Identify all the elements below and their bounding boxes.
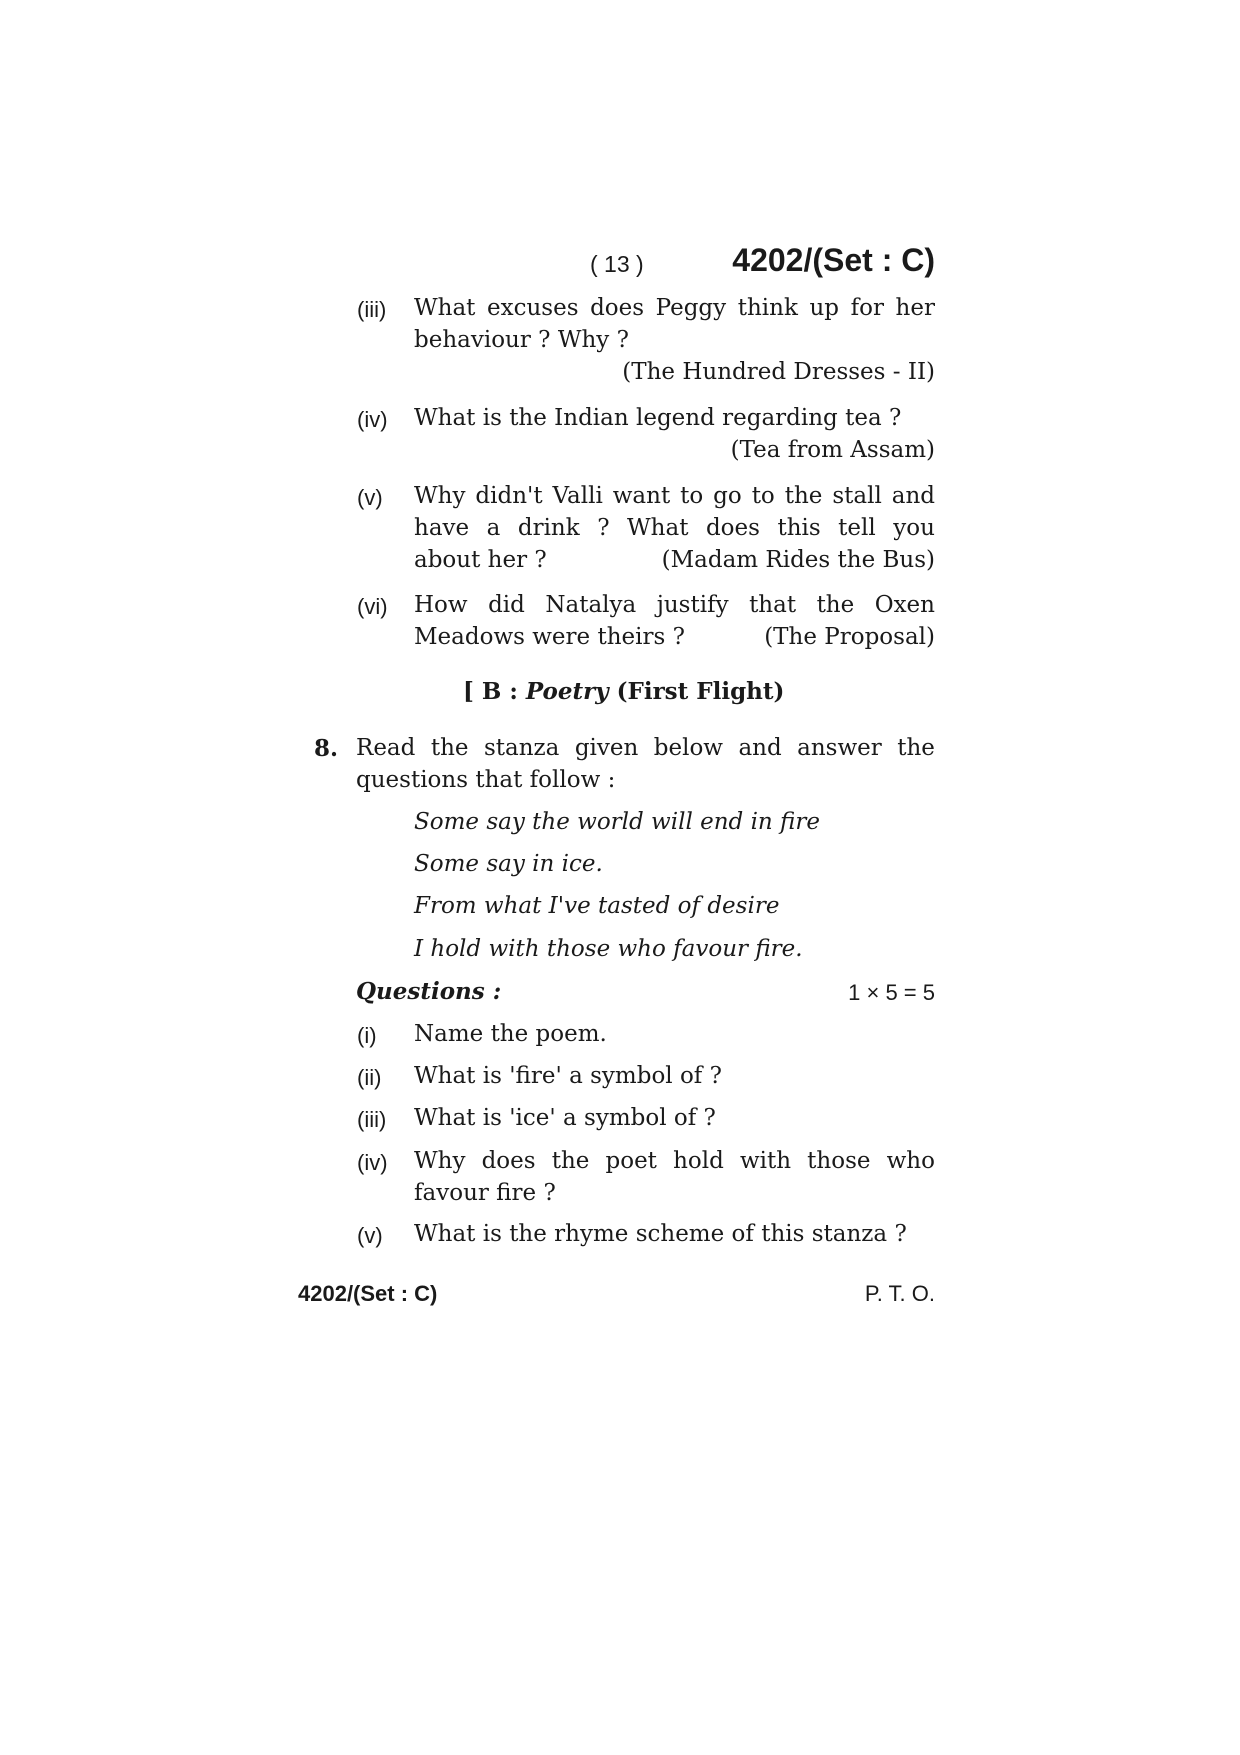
word: stanza: [483, 735, 560, 761]
justified-line: [414, 295, 935, 321]
word: does: [481, 1148, 536, 1174]
sub-label: (iv): [357, 1150, 388, 1175]
word: justify: [656, 592, 729, 618]
sub-label: (vi): [357, 594, 388, 619]
section-heading: [463, 678, 784, 705]
word: Valli: [552, 483, 603, 509]
word: does: [705, 515, 760, 541]
source-chapter: (The Proposal): [764, 624, 935, 650]
word: ?: [597, 515, 610, 541]
word: to: [751, 483, 775, 509]
question-text: What is the rhyme scheme of this stanza ?: [414, 1221, 907, 1247]
question-text: Meadows were theirs ?: [414, 624, 685, 650]
word: does: [590, 295, 645, 321]
stanza-line: Some say in ice.: [414, 851, 603, 877]
word: those: [807, 1148, 871, 1174]
word: the: [551, 1148, 590, 1174]
source-chapter: (Madam Rides the Bus): [661, 547, 935, 573]
word: you: [893, 515, 935, 541]
word: How: [414, 592, 468, 618]
word: excuses: [487, 295, 579, 321]
word: poet: [605, 1148, 657, 1174]
word: up: [809, 295, 840, 321]
stanza-line: I hold with those who favour fire.: [414, 936, 803, 962]
stanza-line: Some say the world will end in fire: [414, 809, 821, 835]
word: tell: [838, 515, 876, 541]
question-text: What is 'fire' a symbol of ?: [414, 1063, 722, 1089]
word: given: [574, 735, 639, 761]
question-number: 8.: [314, 735, 339, 762]
word: Why: [414, 1148, 466, 1174]
justified-line: [414, 1148, 935, 1174]
word: the: [816, 592, 855, 618]
word: for: [850, 295, 884, 321]
word: the: [897, 735, 935, 761]
sub-label: (v): [357, 1223, 383, 1248]
word: and: [891, 483, 935, 509]
word: a: [486, 515, 501, 541]
word: the: [430, 735, 469, 761]
question-text: favour fire ?: [414, 1180, 556, 1206]
word: have: [414, 515, 470, 541]
word: answer: [797, 735, 882, 761]
paper-code-footer: 4202/(Set : C): [298, 1281, 438, 1306]
word: think: [737, 295, 798, 321]
page-number: ( 13 ): [590, 251, 644, 277]
word: Oxen: [874, 592, 935, 618]
stanza-line: From what I've tasted of desire: [414, 893, 780, 919]
word: Why: [414, 483, 466, 509]
word: hold: [673, 1148, 724, 1174]
word: drink: [517, 515, 580, 541]
source-chapter: (Tea from Assam): [730, 437, 935, 463]
word: below: [653, 735, 723, 761]
question-text: What is the Indian legend regarding tea ?: [414, 405, 902, 431]
word: who: [886, 1148, 935, 1174]
word: go: [713, 483, 742, 509]
word: with: [739, 1148, 792, 1174]
justified-line: [414, 483, 935, 509]
paper-code-header: 4202/(Set : C): [732, 242, 935, 278]
source-chapter: (The Hundred Dresses - II): [622, 359, 935, 385]
question-text: about her ?: [414, 547, 547, 573]
sub-label: (ii): [357, 1065, 382, 1090]
word: Peggy: [655, 295, 727, 321]
section-open: [ B :: [463, 678, 526, 705]
word: this: [777, 515, 821, 541]
marks: 1 × 5 = 5: [848, 980, 935, 1005]
justified-line: [356, 735, 935, 761]
justified-line: [414, 592, 935, 618]
word: didn't: [475, 483, 543, 509]
word: did: [488, 592, 525, 618]
word: and: [738, 735, 782, 761]
section-poetry: Poetry: [525, 678, 609, 705]
section-rest: (First Flight): [608, 678, 785, 705]
justified-line: [414, 515, 935, 541]
sub-label: (v): [357, 485, 383, 510]
sub-label: (iii): [357, 1107, 387, 1132]
word: Read: [356, 735, 416, 761]
word: the: [784, 483, 823, 509]
word: want: [612, 483, 671, 509]
pto: P. T. O.: [864, 1281, 935, 1306]
sub-label: (i): [357, 1023, 377, 1048]
word: Natalya: [545, 592, 637, 618]
question-text: What is 'ice' a symbol of ?: [414, 1105, 716, 1131]
word: her: [895, 295, 935, 321]
word: What: [627, 515, 689, 541]
word: stall: [832, 483, 882, 509]
question-text: questions that follow :: [356, 767, 616, 793]
sub-label: (iv): [357, 407, 388, 432]
word: What: [414, 295, 476, 321]
word: to: [680, 483, 704, 509]
word: that: [749, 592, 797, 618]
question-text: Name the poem.: [414, 1021, 607, 1047]
sub-label: (iii): [357, 297, 387, 322]
questions-heading: Questions :: [356, 978, 502, 1005]
question-text: behaviour ? Why ?: [414, 327, 629, 353]
